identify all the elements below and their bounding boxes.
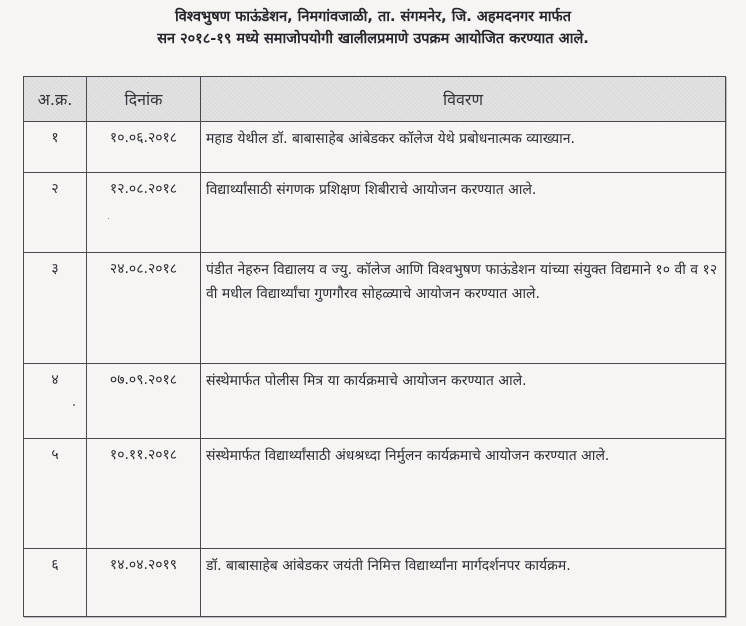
cell-description: महाड येथील डॉ. बाबासाहेब आंबेडकर कॉलेज येथे प्रबोधनात्मक व्याख्यान. [201, 122, 726, 173]
column-header-description: विवरण [201, 77, 726, 122]
cell-date: १२.०८.२०१८ [87, 173, 201, 253]
table-row [24, 173, 726, 253]
cell-description: डॉ. बाबासाहेब आंबेडकर जयंती निमित्त विद्यार्थ्यांना मार्गदर्शनपर कार्यक्रम. [201, 549, 726, 617]
cell-serial-no: ५ [24, 439, 87, 549]
table-row [24, 549, 726, 617]
document-title [0, 6, 746, 50]
activities-table [23, 76, 726, 617]
cell-date: ०७.०९.२०१८ [87, 364, 201, 439]
scan-speck [108, 218, 109, 219]
cell-date: १०.११.२०१८ [87, 439, 201, 549]
column-header-date: दिनांक [87, 77, 201, 122]
title-line-year-activities: सन २०१८-१९ मध्ये समाजोपयोगी खालीलप्रमाणे उपक्रम आयोजित करण्यात आले. [157, 31, 589, 47]
cell-date: १०.०६.२०१८ [87, 122, 201, 173]
scan-speck [73, 404, 75, 406]
cell-serial-no: १ [24, 122, 87, 173]
table-header-row [24, 77, 726, 122]
table-row [24, 253, 726, 364]
cell-description: संस्थेमार्फत विद्यार्थ्यांसाठी अंधश्रध्दा निर्मुलन कार्यक्रमाचे आयोजन करण्यात आले. [201, 439, 726, 549]
cell-date: १४.०४.२०१९ [87, 549, 201, 617]
cell-description: पंडीत नेहरुन विद्यालय व ज्यु. कॉलेज आणि विश्वभुषण फाऊंडेशन यांच्या संयुक्त विद्यमाने १० वी व १२ वी मधील विद्यार्थ्यांचा गुणगौरव सोहळ्याचे आयोजन करण्यात आले. [201, 253, 726, 364]
table-row [24, 122, 726, 173]
cell-description: विद्यार्थ्यांसाठी संगणक प्रशिक्षण शिबीराचे आयोजन करण्यात आले. [201, 173, 726, 253]
title-line-organization: विश्वभुषण फाऊंडेशन, निमगांवजाळी, ता. संगमनेर, जि. अहमदनगर मार्फत [174, 9, 571, 25]
cell-serial-no: २ [24, 173, 87, 253]
cell-serial-no: ४ [24, 364, 87, 439]
cell-serial-no: ३ [24, 253, 87, 364]
table-row [24, 364, 726, 439]
column-header-serial-no: अ.क्र. [24, 77, 87, 122]
cell-description: संस्थेमार्फत पोलीस मित्र या कार्यक्रमाचे आयोजन करण्यात आले. [201, 364, 726, 439]
table-row [24, 439, 726, 549]
cell-date: २४.०८.२०१८ [87, 253, 201, 364]
cell-serial-no: ६ [24, 549, 87, 617]
